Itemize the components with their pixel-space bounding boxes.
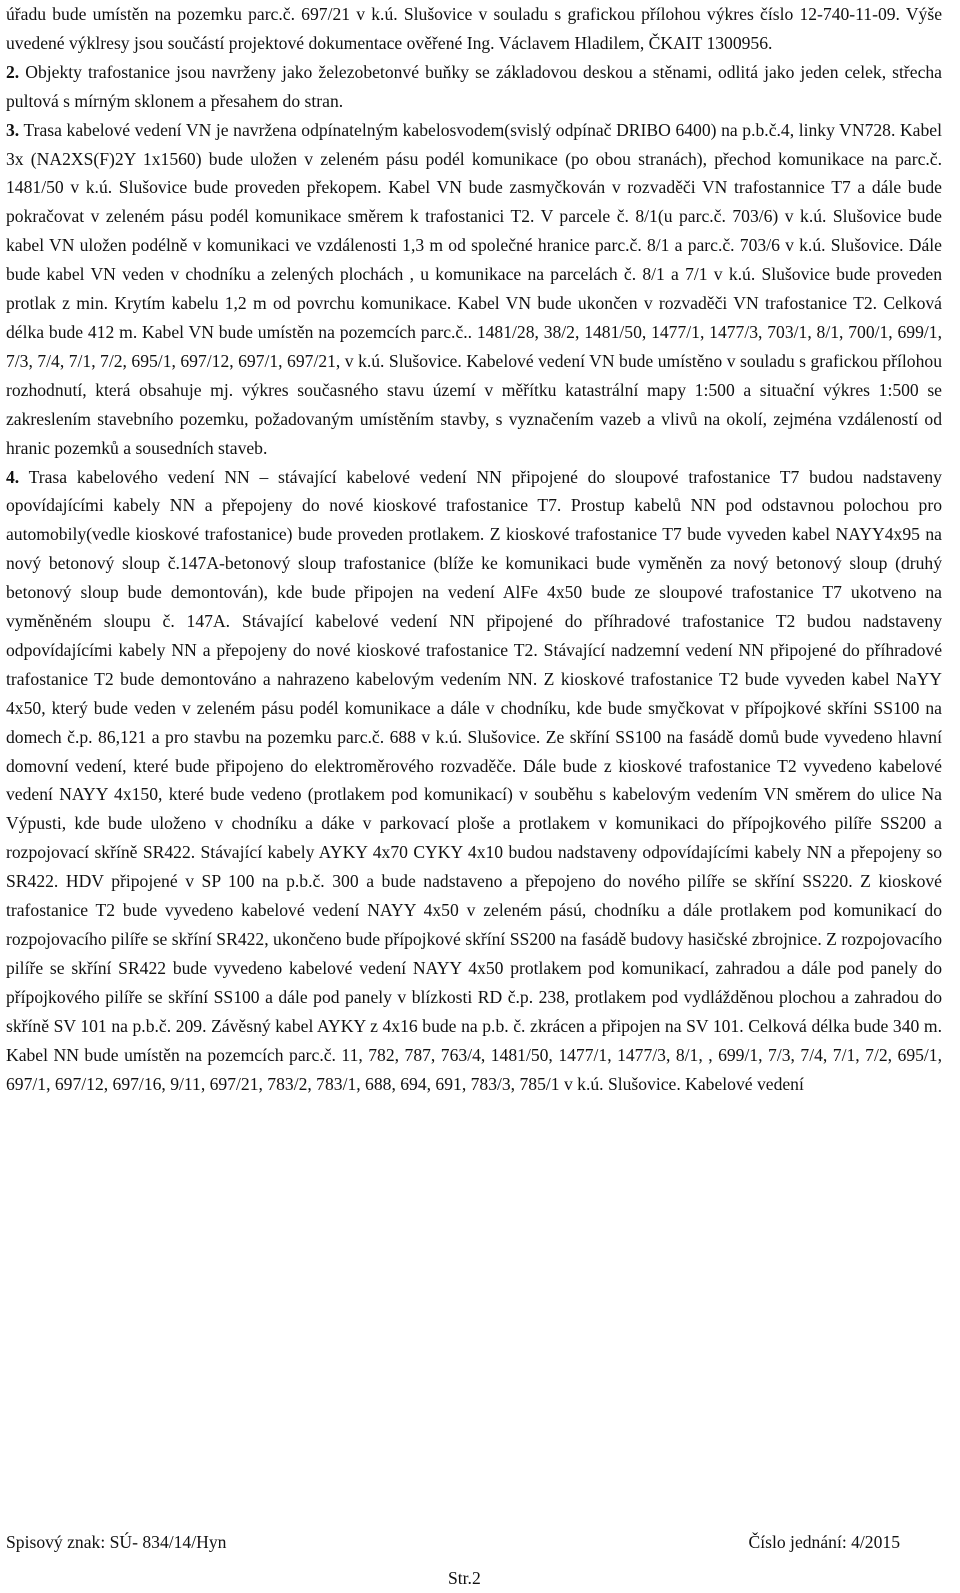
paragraph-4-text: Trasa kabelového vedení NN – stávající kabelové vedení NN připojené do sloupové trafostanice T7 budou nadstaveny opovídajícími kabely NN a přepojeny do nové kioskové trafostanice T7. Prostup kabelů NN pod odstavnou polochou pro automobily(vedle kioskové trafostanice) bude proveden protlakem. Z kioskové trafostanice T7 bude vyveden kabel NAYY4x95 na nový betonový sloup č.147A-betonový sloup trafostanice (blíže ke komunikaci bude vyměněn za nový betonový sloup (druhý betonový sloup bude demontován), kde bude připojen na vedení AlFe 4x50 bude ze sloupové trafostanice T7 ukotveno na vyměněném sloupu č. 147A. Stávající kabelové vedení NN připojené do příhradové trafostanice T2 budou nadstaveny odpovídajícími kabely NN a přepojeny do nové kioskové trafostanice T2. Stávající nadzemní vedení NN připojené do příhradové trafostanice T2 bude demontováno a nahrazeno kabelovým vedením NN. Z kioskové trafostanice T2 bude vyveden kabel NaYY 4x50, který bude veden v zeleném pásu podél komunikace a dále v chodníku, kde bude smyčkovat v přípojkové skříni SS100 na domech č.p. 86,121 a pro stavbu na pozemku parc.č. 688 v k.ú. Slušovice. Ze skříní SS100 na fasádě domů bude vyvedeno hlavní domovní vedení, které bude připojeno do elektroměrového rozvaděče. Dále bude z kioskové trafostanice T2 vyvedeno kabelové vedení NAYY 4x150, které bude vedeno (protlakem pod komunikací) v souběhu s kabelovým vedením VN směrem do ulice Na Výpusti, kde bude uloženo v chodníku a dáke v parkovací ploše a protlakem v komunikaci do přípojkového pilíře SS200 a rozpojovací skříně SR422. Stávající kabely AYKY 4x70 CYKY 4x10 budou nadstaveny odpovídajícími kabely NN a přepojeny so SR422. HDV připojené v SP 100 na p.b.č. 300 a bude nadstaveno a přepojeno do nového pilíře se skříní SS220. Z kioskové trafostanice T2 bude vyvedeno kabelové vedení NAYY 4x50 v zeleném pású, chodníku a dále protlakem pod komunikací do rozpojovacího pilíře se skříní SR422, ukončeno bude přípojkové skříní SS200 na fasádě budovy hasičské zbrojnice. Z rozpojovacího pilíře se skříní SR422 bude vyvedeno kabelové vedení NAYY 4x50 protlakem pod komunikací, zahradou a dále pod panely do přípojkového pilíře se skříní SS100 a dále pod panely v blízkosti RD č.p. 238, protlakem pod vydlážděnou plochou a zahradou do skříně SV 101 na p.b.č. 209. Závěsný kabel AYKY z 4x16 bude na p.b. č. zkrácen a připojen na SV 101. Celková délka bude 340 m. Kabel NN bude umístěn na pozemcích parc.č. 11, 782, 787, 763/4, 1481/50, 1477/1, 1477/3, 8/1, , 699/1, 7/3, 7/4, 7/1, 7/2, 695/1, 697/1, 697/12, 697/16, 9/11, 697/21, 783/2, 783/1, 688, 694, 691, 783/3, 785/1 v k.ú. Slušovice. Kabelové vedení [6, 466, 942, 1094]
paragraph-3 [6, 116, 942, 463]
paragraph-2-text: Objekty trafostanice jsou navrženy jako železobetonvé buňky se základovou deskou a stěnami, odlitá jako jeden celek, střecha pultová s mírným sklonem a přesahem do stran. [6, 61, 942, 111]
paragraph-1-text: úřadu bude umístěn na pozemku parc.č. 697/21 v k.ú. Slušovice v souladu s grafickou přílohou výkres číslo 12-740-11-09. Výše uvedené výklresy jsou součástí projektové dokumentace ověřené Ing. Václavem Hladilem, ČKAIT 1300956. [6, 4, 942, 53]
paragraph-2-number: 2. [6, 61, 20, 82]
paragraph-4-number: 4. [6, 466, 20, 487]
paragraph-2 [6, 58, 942, 116]
paragraph-1 [6, 0, 942, 58]
paragraph-3-number: 3. [6, 119, 20, 140]
paragraph-3-text: Trasa kabelové vedení VN je navržena odpínatelným kabelosvodem(svislý odpínač DRIBO 6400) na p.b.č.4, linky VN728. Kabel 3x (NA2XS(F)2Y 1x1560) bude uložen v zeleném pásu podél komunikace (po obou stranách), přechod komunikace na parc.č. 1481/50 v k.ú. Slušovice bude proveden překopem. Kabel VN bude zasmyčkován v rozvaděči VN trafostannice T7 a dále bude pokračovat v zeleném pásu podél komunikace směrem k trafostanici T2. V parcele č. 8/1(u parc.č. 703/6) v k.ú. Slušovice bude kabel VN uložen podélně v komunikaci ve vzdálenosti 1,3 m od společné hranice parc.č. 8/1 a parc.č. 703/6 v k.ú. Slušovice. Dále bude kabel VN veden v chodníku a zelených plochách , u komunikace na parcelách č. 8/1 a 7/1 v k.ú. Slušovice bude proveden protlak z min. Krytím kabelu 1,2 m od povrchu komunikace. Kabel VN bude ukončen v rozvaděči VN trafostanice T2. Celková délka bude 412 m. Kabel VN bude umístěn na pozemcích parc.č.. 1481/28, 38/2, 1481/50, 1477/1, 1477/3, 703/1, 8/1, 700/1, 699/1, 7/3, 7/4, 7/1, 7/2, 695/1, 697/12, 697/1, 697/21, v k.ú. Slušovice. Kabelové vedení VN bude umístěno v souladu s grafickou přílohou rozhodnutí, která obsahuje mj. výkres současného stavu území v měřítku katastrální mapy 1:500 a situační výkres 1:500 se zakreslením stavebního pozemku, požadovaným umístěním stavby, s vyznačením vazeb a vlivů na okolí, zejména vzdáleností od hranic pozemků a sousedních staveb. [6, 119, 942, 458]
page-number: Str.2 [448, 1568, 481, 1588]
document-page [6, 0, 942, 1098]
case-number: Číslo jednání: 4/2015 [748, 1532, 900, 1552]
file-reference: Spisový znak: SÚ- 834/14/Hyn [6, 1532, 227, 1552]
paragraph-4 [6, 463, 942, 1099]
